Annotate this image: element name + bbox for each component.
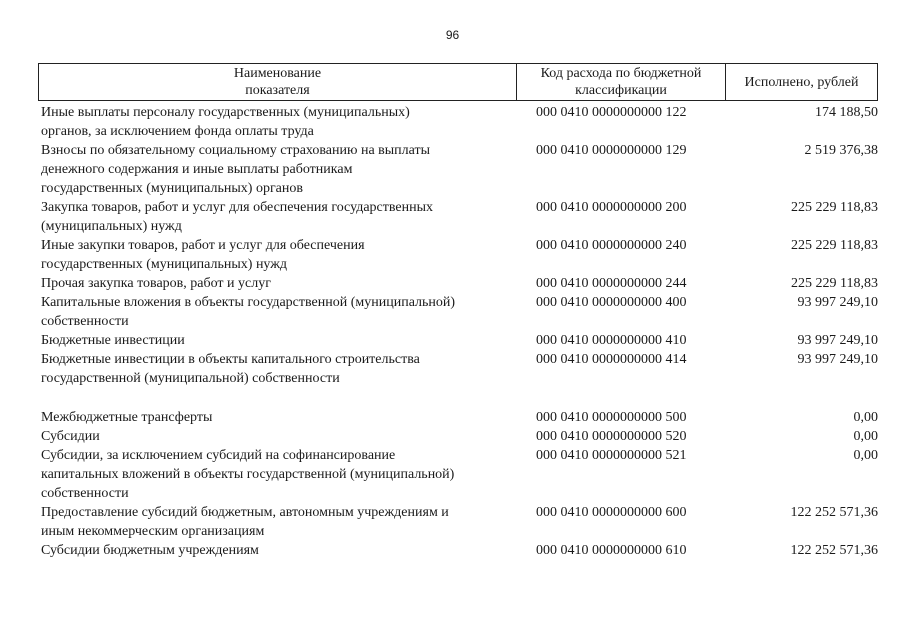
row-name: Межбюджетные трансферты (41, 410, 213, 425)
row-amount: 2 519 376,38 (804, 143, 878, 158)
row-code: 000 0410 0000000000 129 (536, 143, 687, 158)
row-code: 000 0410 0000000000 500 (536, 410, 687, 425)
row-name: Субсидии бюджетным учреждениям (41, 543, 259, 558)
table-header (38, 63, 878, 101)
row-amount: 0,00 (853, 410, 878, 425)
row-amount: 174 188,50 (815, 105, 878, 120)
row-name: Бюджетные инвестиции (41, 333, 185, 348)
row-name: Прочая закупка товаров, работ и услуг (41, 276, 271, 291)
table-row (38, 408, 878, 427)
table-row (38, 446, 878, 503)
table-row (38, 198, 878, 236)
table-row (38, 331, 878, 350)
row-amount: 93 997 249,10 (797, 295, 878, 310)
row-code: 000 0410 0000000000 600 (536, 505, 687, 520)
row-amount: 225 229 118,83 (791, 200, 878, 215)
header-amount: Исполнено, рублей (744, 74, 859, 90)
row-code: 000 0410 0000000000 521 (536, 448, 687, 463)
row-name: Иные выплаты персоналу государственных (муниципальных) органов, за исключением фонда оплаты труда (41, 105, 410, 139)
table-row (38, 293, 878, 331)
table-row (38, 350, 878, 388)
row-name: Предоставление субсидий бюджетным, автономным учреждениям и иным некоммерческим организациям (41, 505, 449, 539)
row-amount: 122 252 571,36 (790, 543, 878, 558)
row-name: Взносы по обязательному социальному страхованию на выплаты денежного содержания и иные выплаты работникам государственных (муниципальных) органов (41, 143, 431, 196)
row-amount: 225 229 118,83 (791, 276, 878, 291)
page-number: 96 (445, 28, 460, 42)
row-code: 000 0410 0000000000 200 (536, 200, 687, 215)
table-row (38, 141, 878, 198)
table-row (38, 236, 878, 274)
row-amount: 0,00 (853, 448, 878, 463)
row-name: Субсидии, за исключением субсидий на софинансирование капитальных вложений в объекты государственной (муниципальной) собственности (41, 448, 455, 501)
row-name: Иные закупки товаров, работ и услуг для обеспечения государственных (муниципальных) нужд (41, 238, 365, 272)
table-row (38, 274, 878, 293)
row-code: 000 0410 0000000000 520 (536, 429, 687, 444)
header-code: Код расхода по бюджетной классификации (517, 64, 726, 100)
row-name: Субсидии (41, 429, 100, 444)
row-amount: 93 997 249,10 (797, 352, 878, 367)
row-code: 000 0410 0000000000 610 (536, 543, 687, 558)
row-amount: 93 997 249,10 (797, 333, 878, 348)
row-amount: 0,00 (853, 429, 878, 444)
row-name: Бюджетные инвестиции в объекты капитального строительства государственной (муниципальной) собственности (41, 352, 420, 386)
row-name: Капитальные вложения в объекты государственной (муниципальной) собственности (41, 295, 456, 329)
row-code: 000 0410 0000000000 244 (536, 276, 687, 291)
row-code: 000 0410 0000000000 400 (536, 295, 687, 310)
row-amount: 225 229 118,83 (791, 238, 878, 253)
table-row (38, 503, 878, 541)
row-code: 000 0410 0000000000 240 (536, 238, 687, 253)
row-amount: 122 252 571,36 (790, 505, 878, 520)
row-code: 000 0410 0000000000 122 (536, 105, 687, 120)
table-row (38, 541, 878, 560)
table-row (38, 103, 878, 141)
table-row (38, 427, 878, 446)
row-code: 000 0410 0000000000 414 (536, 352, 687, 367)
header-name: Наименование показателя (39, 64, 517, 100)
table-body (38, 103, 878, 560)
row-gap (38, 388, 878, 408)
row-name: Закупка товаров, работ и услуг для обеспечения государственных (муниципальных) нужд (41, 200, 434, 234)
row-code: 000 0410 0000000000 410 (536, 333, 687, 348)
